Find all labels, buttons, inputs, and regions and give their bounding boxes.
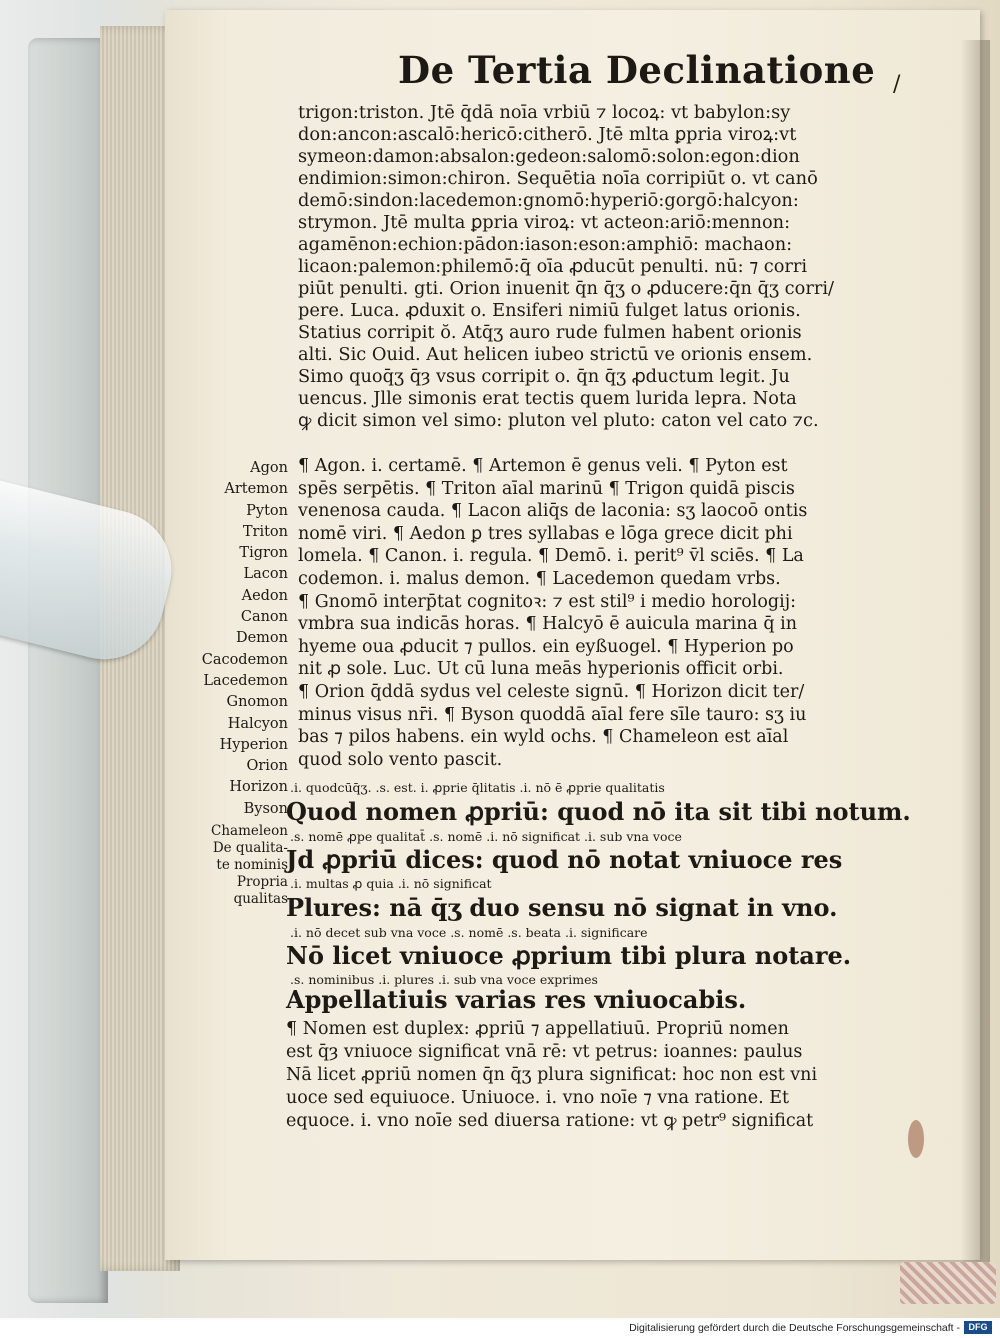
gloss-line: codemon. i. malus demon. ¶ Lacedemon quedam vrbs. — [298, 568, 781, 589]
book-cover-edge — [28, 38, 108, 1303]
gloss-line: ¶ Gnomō interp̄tat̄ cognitoꝛ: ⁊ est stil⁹ i medio horologij: — [298, 591, 797, 612]
text-line: endimion:simon:chiron. Sequētia noīa corripiūt o. vt canō — [298, 168, 818, 189]
margin-notes-lower — [160, 823, 288, 908]
margin-note: Tigron — [239, 545, 288, 562]
gloss-line: nit̄ ꝓ sole. Luc. Ut cū luna meās hyperionis officit orbi. — [298, 659, 784, 680]
margin-note: Chameleon — [211, 823, 288, 839]
margin-note: Canon — [240, 609, 288, 626]
commentary-line: uoce sed equiuoce. Uniuoce. i. vno noīe ⁊ vna ratione. Et — [286, 1088, 790, 1108]
margin-note: Cacodemon — [201, 651, 288, 668]
text-line: agamēnon:echion:pādon:iason:eson:amphiō: machaon: — [298, 234, 793, 255]
commentary-line: Nā licet ꝓpriū nomen q̄n q̄ʒ plura significat: hoc non est vni — [286, 1065, 818, 1085]
gloss-line: venenosa cauda. ¶ Lacon aliq̄s de laconia: sʒ laocoō ontis — [298, 501, 808, 522]
margin-note: Agon — [250, 460, 288, 476]
gloss-line: bas ⁊ pilos habens. ein wyld ochs. ¶ Chameleon est aīal — [298, 727, 789, 748]
main-text-block — [298, 102, 892, 432]
margin-note: Artemon — [224, 481, 288, 498]
margin-note: Byson — [243, 800, 288, 817]
margin-note: Hyperion — [219, 736, 288, 753]
heading-mark: / — [893, 72, 901, 97]
verse-line: Quod nomen ꝓpriū: quod nō ita sit tibi notum. — [286, 797, 911, 826]
gloss-line: ¶ Orion q̄ddā sydus vel celeste signū. ¶ Horizon dicit̄ ter/ — [298, 681, 805, 702]
gloss-line: ¶ Agon. i. certamē. ¶ Artemon ē genus veli. ¶ Pyton est — [298, 456, 788, 476]
text-line: pere. Luca. ꝓduxit o. Ensiferi nimiū fulget latus orionis. — [298, 300, 801, 321]
verse-line: Appellatiuis varias res vniuocabis. — [286, 985, 747, 1014]
commentary-block — [286, 1018, 886, 1133]
ink-stain — [908, 1120, 924, 1158]
margin-note: Lacedemon — [203, 672, 288, 689]
text-line: licaon:palemon:philemō:q̄ oīa ꝓducūt penulti. nū: ⁊ corri — [298, 256, 808, 277]
gloss-line: hyeme oua ꝓducit ⁊ pullos. ein eyßuogel. ¶ Hyperion po — [298, 636, 794, 657]
gloss-line: minus visus nr̄i. ¶ Byson quoddā aīal fere sīle tauro: sʒ iu — [298, 704, 807, 725]
text-line: strymon. Jtē multa ꝑpria viroꝝ: vt acteon:ariō:mennon: — [298, 212, 791, 233]
verse-line: Nō licet vniuoce ꝓprium tibi plura notare. — [286, 941, 852, 970]
interlinear-gloss: .i. quodcūq̄ʒ. .s. est. i. ꝓprie q̄litatis .i. nō ē ꝓprie qualitatis — [290, 780, 665, 795]
gloss-text-block — [298, 455, 892, 771]
page-heading: De Tertia Declinatione — [398, 48, 876, 92]
margin-note: Propria — [236, 874, 288, 890]
text-line: don:ancon:ascalō:hericō:citherō. Jtē mlta ꝑpria viroꝝ:vt — [298, 124, 797, 145]
dfg-logo: DFG — [964, 1321, 992, 1334]
gloss-line: vmbra sua indicās horas. ¶ Halcyō ē auicula marina q̄ in — [298, 614, 797, 635]
margin-note: Pyton — [246, 502, 288, 519]
verse-line: Plures: nā q̄ʒ duo sensu nō signat in vno. — [286, 893, 838, 922]
margin-note: Triton — [242, 523, 288, 540]
text-line: uencus. Jlle simonis erat tectis quem lurida lepra. Nota — [298, 388, 797, 409]
margin-note: De qualita- — [212, 840, 288, 856]
commentary-line: est q̄ȝ vniuoce significat vnā rē: vt petrus: ioannes: paulus — [286, 1042, 803, 1062]
verse-line: Jd ꝓpriū dices: quod nō notat vniuoce res — [286, 845, 843, 874]
gloss-line: lomela. ¶ Canon. i. regula. ¶ Demō. i. perit⁹ v̄l sciēs. ¶ La — [298, 546, 804, 567]
interlinear-gloss: .i. multas ꝓ quia .i. nō significat — [290, 876, 492, 891]
text-line: alti. Sic Ouid. Aut helicen iubeo strictū ve orionis ensem. — [298, 344, 813, 365]
margin-notes — [160, 458, 288, 820]
gloss-line: quod solo vento pascit̄. — [298, 749, 503, 770]
interlinear-gloss: .i. nō decet sub vna voce .s. nomē .s. beata .i. significare — [290, 925, 648, 940]
margin-note: Aedon — [241, 587, 288, 604]
footer-credit: Digitalisierung gefördert durch die Deutsche Forschungsgemeinschaft - — [629, 1322, 960, 1334]
margin-note: Orion — [246, 758, 288, 775]
text-line: Statius corripit ŏ. Atq̄ʒ auro rude fulmen habent orionis — [298, 322, 802, 343]
cover-fabric — [900, 1262, 996, 1304]
interlinear-gloss: .s. nominibus .i. plures .i. sub vna voce exprimes — [290, 972, 598, 987]
margin-note: Demon — [235, 630, 288, 647]
margin-note: Lacon — [243, 566, 288, 583]
margin-note: Halcyon — [227, 715, 288, 732]
commentary-line: equoce. i. vno noīe sed diuersa ratione: vt ꝙ petr⁹ significat — [286, 1111, 814, 1131]
text-line: symeon:damon:absalon:gedeon:salomō:solon:egon:dion — [298, 146, 800, 167]
margin-note: qualitas — [233, 891, 288, 907]
text-line: ꝙ dicit̄ simon vel simo: pluton vel pluto: caton vel cato ⁊c. — [298, 410, 819, 431]
text-line: Simo quoq̄ʒ q̄ȝ vsus corripit o. q̄n q̄ʒ ꝓductum legit̄. Ju — [298, 366, 790, 387]
margin-note: Gnomon — [226, 694, 288, 711]
gloss-line: spēs serpētis. ¶ Triton aīal marinū ¶ Trigon quidā piscis — [298, 478, 795, 499]
gloss-line: nomē viri. ¶ Aedon ꝑ tres syllabas e lōga grece dicit̄ phi — [298, 523, 793, 544]
margin-note: te nominis — [216, 857, 288, 873]
text-line: demō:sindon:lacedemon:gnomō:hyperiō:gorgō:halcyon: — [298, 190, 799, 211]
margin-note: Horizon — [229, 779, 288, 796]
interlinear-gloss: .s. nomē ꝓpe qualitat̄ .s. nomē .i. nō significat .i. sub vna voce — [290, 829, 682, 844]
commentary-line: ¶ Nomen est duplex: ꝓpriū ⁊ appellatiuū. Propriū nomen — [286, 1019, 789, 1039]
gutter-shadow — [960, 40, 990, 1280]
text-line: piūt penulti. gt̄i. Orion inuenit̄ q̄n q̄ʒ o ꝓducere:q̄n q̄ʒ corri/ — [298, 278, 835, 299]
text-line: trigon:triston. Jtē q̄dā noīa vrbiū ⁊ locoꝝ: vt babylon:sy — [298, 102, 791, 123]
